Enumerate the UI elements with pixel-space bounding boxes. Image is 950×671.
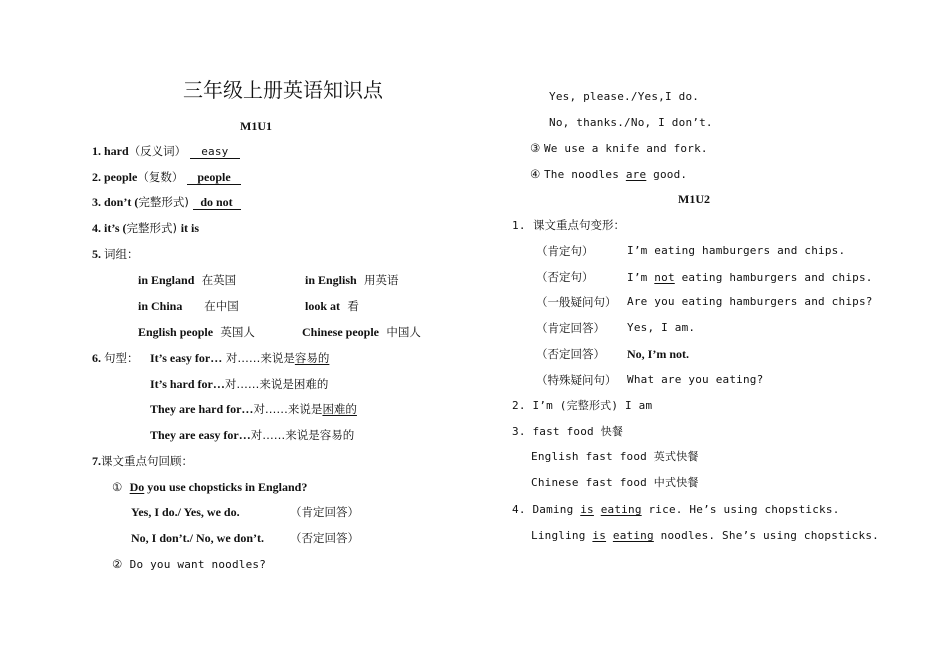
form-sentence: No, I’m not. bbox=[627, 347, 689, 361]
reply-line: No, thanks./No, I don’t. bbox=[549, 116, 713, 129]
phrase-en: in China bbox=[138, 299, 183, 313]
sentence-q1 bbox=[112, 479, 307, 495]
phrase-row bbox=[305, 272, 399, 288]
item-5-label: 词组： bbox=[104, 247, 139, 261]
phrase-en: English people bbox=[138, 325, 214, 339]
phrase-row bbox=[302, 324, 421, 340]
circled-number: ④ bbox=[530, 167, 541, 181]
item-5-num: 5. bbox=[92, 247, 104, 261]
phrase-en: look at bbox=[305, 299, 341, 313]
phrase-zh: 在中国 bbox=[204, 299, 239, 313]
form-tag: （肯定句） bbox=[536, 244, 594, 258]
section-2: 2. I’m (完整形式) I am bbox=[512, 399, 653, 412]
answer-text: No, I don’t./ No, we don’t. bbox=[131, 531, 265, 545]
circled-number: ② bbox=[112, 557, 123, 571]
sentence-q1-text: you use chopsticks in England? bbox=[144, 480, 308, 494]
phrase-line: Chinese fast food 中式快餐 bbox=[531, 476, 699, 489]
unit-heading-m1u1: M1U1 bbox=[240, 119, 272, 133]
sentence-underlined: is bbox=[580, 503, 594, 516]
section-num: 1. bbox=[512, 219, 526, 232]
section-label: 课文重点句变形： bbox=[532, 218, 625, 232]
reply-line: Yes, please./Yes,I do. bbox=[549, 90, 700, 103]
page-title: 三年级上册英语知识点 bbox=[183, 78, 383, 102]
form-tag: （否定回答） bbox=[536, 347, 605, 361]
item-5 bbox=[92, 246, 139, 262]
form-tag: （肯定回答） bbox=[536, 321, 605, 335]
phrase-zh: 看 bbox=[347, 299, 359, 313]
form-text: eating hamburgers and chips. bbox=[674, 271, 873, 284]
item-4-answer: it is bbox=[180, 221, 200, 235]
item-4 bbox=[92, 220, 199, 236]
sentence-text bbox=[594, 503, 601, 516]
item-6 bbox=[92, 350, 139, 366]
item-7 bbox=[92, 453, 193, 469]
section-4 bbox=[512, 501, 840, 518]
phrase-row bbox=[305, 298, 359, 314]
form-sentence: Are you eating hamburgers and chips? bbox=[627, 295, 873, 308]
sentence-text: good. bbox=[646, 168, 688, 181]
item-3 bbox=[92, 194, 241, 210]
phrase-zh: 在英国 bbox=[201, 273, 237, 287]
sentence-underlined: eating bbox=[612, 529, 654, 542]
circled-number: ③ bbox=[530, 141, 541, 155]
sentence-underlined: is bbox=[592, 529, 607, 542]
form-underlined: not bbox=[654, 271, 675, 284]
item-4-note: 完整形式) bbox=[126, 221, 181, 235]
item-3-answer: do not bbox=[193, 196, 241, 210]
phrase-row bbox=[138, 298, 239, 314]
pattern-line bbox=[150, 350, 329, 366]
phrase-zh: 中国人 bbox=[386, 325, 421, 339]
phrase-row bbox=[138, 324, 255, 340]
sentence-text: 4. Daming bbox=[512, 503, 581, 516]
item-2-answer: people bbox=[187, 171, 241, 185]
pattern-line bbox=[150, 376, 328, 392]
pattern-zh: 对……来说是容易的 bbox=[250, 428, 355, 442]
sentence-q2-text: Do you want noodles? bbox=[129, 558, 267, 571]
sentence-3 bbox=[530, 140, 708, 157]
form-tag: （一般疑问句） bbox=[536, 295, 617, 309]
phrase-row bbox=[138, 272, 236, 288]
item-6-num: 6. bbox=[92, 351, 104, 365]
sentence-text: We use a knife and fork. bbox=[543, 142, 708, 155]
pattern-zh: 对……来说是 bbox=[253, 402, 323, 416]
sentence-text: The noodles bbox=[543, 168, 626, 181]
sentence-underlined: eating bbox=[600, 503, 642, 516]
item-2 bbox=[92, 169, 241, 185]
item-3-note: 完整形式) bbox=[138, 195, 189, 209]
pattern-zh-underlined: 困难的 bbox=[322, 402, 357, 416]
pattern-en: It’s easy for… bbox=[150, 351, 223, 365]
sentence-text bbox=[606, 529, 613, 542]
section-4b bbox=[531, 527, 879, 544]
phrase-en: Chinese people bbox=[302, 325, 380, 339]
form-sentence: What are you eating? bbox=[627, 373, 764, 386]
item-6-label: 句型： bbox=[104, 351, 139, 365]
item-2-word: 2. people bbox=[92, 170, 138, 184]
item-3-word: 3. don’t ( bbox=[92, 195, 139, 209]
answer-negative bbox=[131, 530, 264, 546]
pattern-en: It’s hard for… bbox=[150, 377, 225, 391]
pattern-zh: 对……来说是困难的 bbox=[224, 377, 329, 391]
pattern-line bbox=[150, 401, 357, 417]
item-1-note: （反义词） bbox=[128, 144, 187, 158]
sentence-4 bbox=[530, 166, 687, 183]
sentence-text: Lingling bbox=[531, 529, 593, 542]
item-2-note: （复数） bbox=[137, 170, 184, 184]
pattern-en: They are easy for… bbox=[150, 428, 251, 442]
answer-positive bbox=[131, 504, 240, 520]
item-1-word: 1. hard bbox=[92, 144, 129, 158]
phrase-zh: 用英语 bbox=[364, 273, 399, 287]
pattern-line bbox=[150, 427, 354, 443]
pattern-zh-underlined: 容易的 bbox=[294, 351, 330, 365]
form-sentence: I’m eating hamburgers and chips. bbox=[627, 244, 846, 257]
phrase-en: in England bbox=[138, 273, 195, 287]
phrase-zh: 英国人 bbox=[220, 325, 255, 339]
pattern-zh: 对……来说是 bbox=[222, 351, 295, 365]
sentence-text: rice. He’s using chopsticks. bbox=[641, 503, 840, 516]
item-4-word: 4. it’s ( bbox=[92, 221, 127, 235]
phrase-line: English fast food 英式快餐 bbox=[531, 450, 699, 463]
answer-text: Yes, I do./ Yes, we do. bbox=[131, 505, 240, 519]
item-7-num: 7. bbox=[92, 454, 101, 468]
circled-number: ① bbox=[112, 480, 123, 494]
sentence-q2 bbox=[112, 556, 266, 573]
sentence-q1-underlined: Do bbox=[129, 480, 145, 494]
form-sentence: Yes, I am. bbox=[627, 321, 696, 334]
form-tag: （否定句） bbox=[536, 270, 594, 284]
form-sentence bbox=[627, 269, 873, 286]
form-text: I’m bbox=[627, 271, 655, 284]
sentence-underlined: are bbox=[625, 168, 647, 181]
unit-heading-m1u2: M1U2 bbox=[678, 192, 710, 206]
item-1 bbox=[92, 143, 240, 159]
phrase-en: in English bbox=[305, 273, 357, 287]
section-3: 3. fast food 快餐 bbox=[512, 425, 624, 438]
item-1-answer: easy bbox=[190, 145, 240, 159]
sentence-text: noodles. She’s using chopsticks. bbox=[653, 529, 879, 542]
answer-note: （肯定回答） bbox=[290, 505, 359, 519]
item-7-label: 课文重点句回顾： bbox=[101, 454, 193, 468]
form-tag: （特殊疑问句） bbox=[536, 373, 617, 387]
section-1 bbox=[512, 217, 625, 234]
answer-note: （否定回答） bbox=[290, 531, 359, 545]
pattern-en: They are hard for… bbox=[150, 402, 254, 416]
